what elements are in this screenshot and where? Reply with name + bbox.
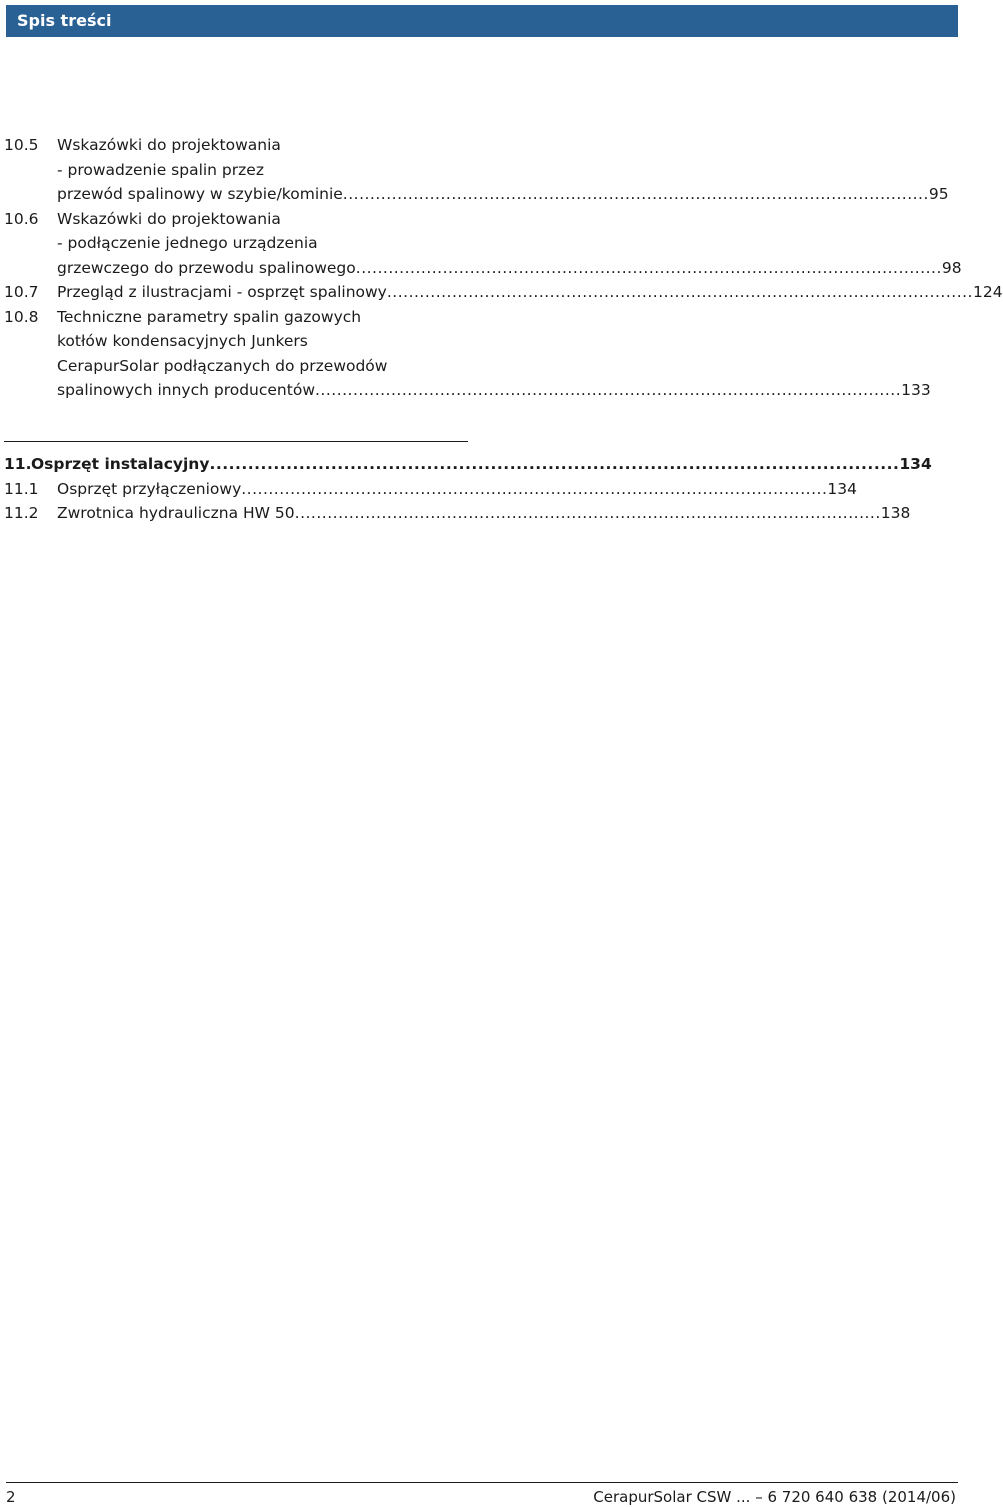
toc-entry-11-2[interactable] <box>4 501 911 526</box>
toc-entry-title: Osprzęt przyłączeniowy <box>57 479 242 498</box>
toc-entry-title: Zwrotnica hydrauliczna HW 50 <box>57 504 295 522</box>
toc-entry-line: kotłów kondensacyjnych Junkers <box>57 332 308 350</box>
toc-entry-number: 10.8 <box>4 307 39 326</box>
section-title: Spis treści <box>17 11 112 30</box>
toc-page-number: 98 <box>941 258 962 277</box>
toc-entry-10-6[interactable] <box>4 207 962 281</box>
toc-entry-number: 10.5 <box>4 136 39 154</box>
toc-chapter-title: Osprzęt instalacyjny <box>31 455 210 473</box>
toc-entry-title: Przegląd z ilustracjami - osprzęt spalinowy <box>57 283 387 301</box>
footer-page-number: 2 <box>6 1488 16 1506</box>
toc-entry-line: - podłączenie jednego urządzenia <box>57 234 318 252</box>
toc-entry-number: 11.2 <box>4 504 39 522</box>
toc-entry-line: CerapurSolar podłączanych do przewodów <box>57 356 388 375</box>
toc-page-number: 138 <box>880 504 911 522</box>
toc-entry-10-5[interactable] <box>4 133 949 207</box>
toc-entry-number: 10.6 <box>4 209 39 228</box>
toc-page-number: 124 <box>972 283 1003 301</box>
dot-leader <box>295 501 881 526</box>
dot-leader <box>387 280 973 305</box>
toc-entry-10-7[interactable] <box>4 280 1003 305</box>
toc-chapter-11[interactable] <box>4 452 932 477</box>
toc-entry-11-1[interactable] <box>4 477 857 502</box>
toc-entry-title: przewód spalinowy w szybie/kominie <box>57 185 343 203</box>
footer-divider <box>6 1482 958 1483</box>
toc-entry-10-8[interactable] <box>4 305 931 403</box>
toc-entry-line: Techniczne parametry spalin gazowych <box>57 307 362 326</box>
toc-entry-title: spalinowych innych producentów <box>57 381 315 399</box>
chapter-divider <box>4 441 468 442</box>
toc-page-number: 95 <box>928 185 949 203</box>
toc-entry-title: grzewczego do przewodu spalinowego <box>57 258 356 277</box>
dot-leader <box>315 378 901 403</box>
dot-leader <box>241 477 827 502</box>
toc-entry-number: 11.1 <box>4 479 39 498</box>
toc-chapter-number: 11. <box>4 455 32 473</box>
toc-entry-line: Wskazówki do projektowania <box>57 209 281 228</box>
toc-page-number: 134 <box>827 479 857 498</box>
toc-page-number: 134 <box>899 455 932 473</box>
table-of-contents <box>4 133 1003 403</box>
table-of-contents-chapter-11 <box>4 452 932 526</box>
toc-page-number: 133 <box>901 381 931 399</box>
footer-document-reference: CerapurSolar CSW ... – 6 720 640 638 (2014/06) <box>593 1488 956 1506</box>
dot-leader <box>356 256 942 281</box>
dot-leader <box>343 182 929 207</box>
section-header <box>6 5 958 37</box>
dot-leader <box>209 452 899 477</box>
toc-entry-line: Wskazówki do projektowania <box>57 136 281 154</box>
toc-entry-line: - prowadzenie spalin przez <box>57 160 264 179</box>
toc-entry-number: 10.7 <box>4 283 39 301</box>
